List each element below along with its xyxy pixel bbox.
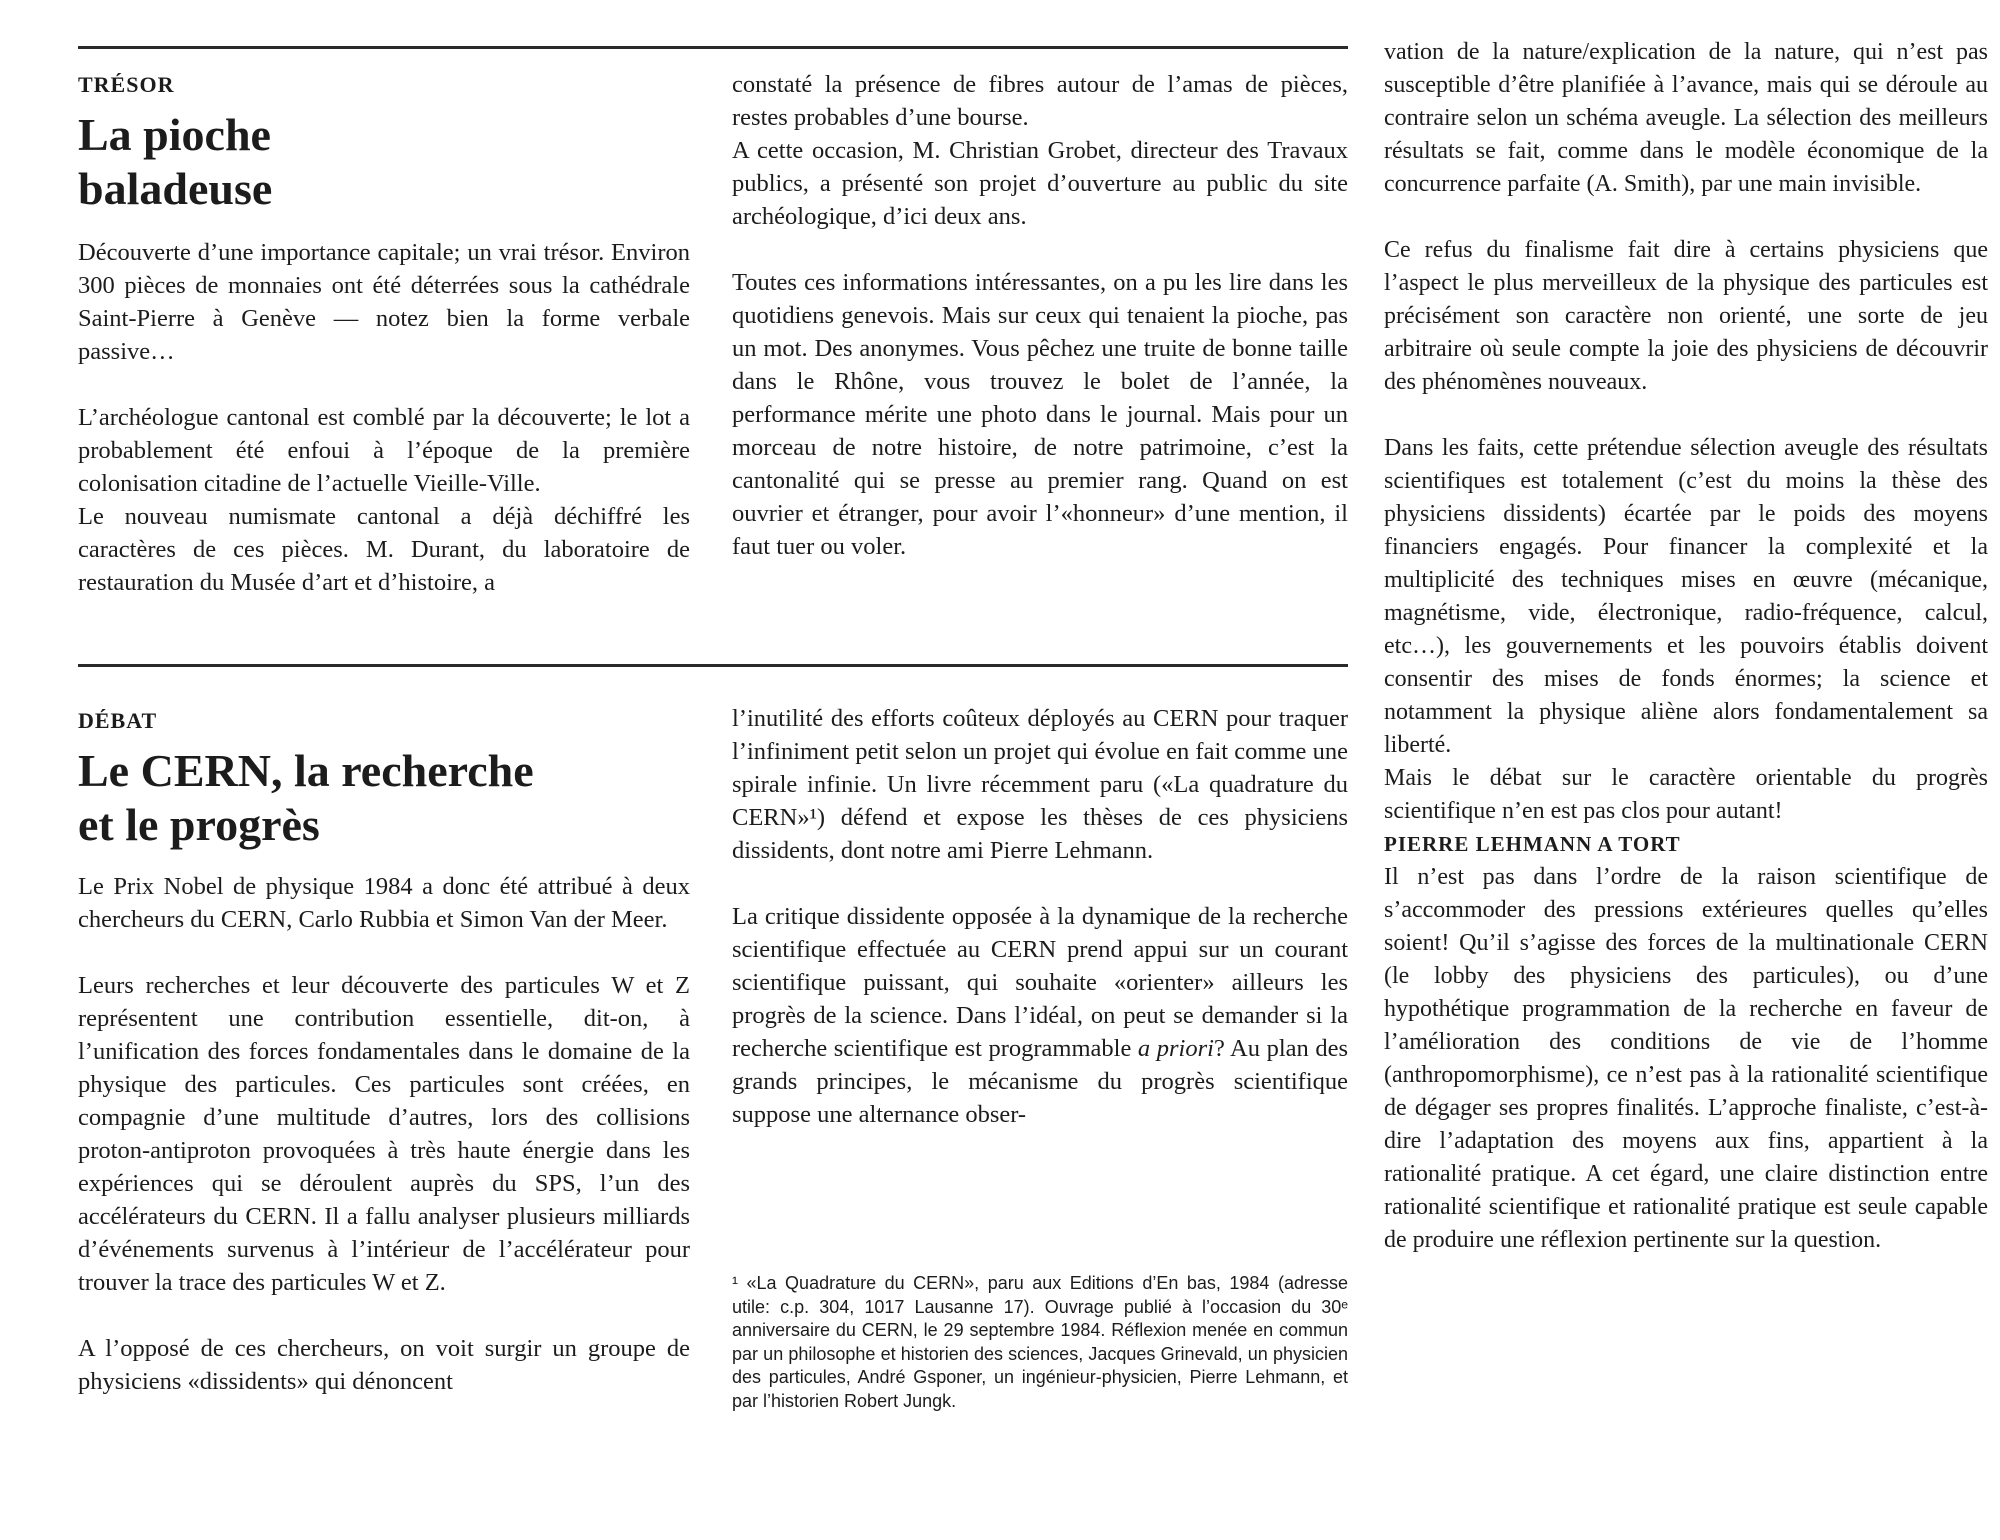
debat-text-run: ? Au plan des grands principes, le mécanisme du progrès scientifique suppose une alternance obser- xyxy=(732,1035,1349,1128)
debat-paragraph: Ce refus du finalisme fait dire à certains physiciens que l’aspect le plus merveilleux de la physique des particules est précisément son caractère non orienté, une sorte de jeu arbitraire où seule compte la joie des physiciens de découvrir des phénomènes nouveaux. xyxy=(1384,237,1988,395)
tresor-paragraph: Découverte d’une importance capitale; un vrai trésor. Environ 300 pièces de monnaies ont été déterrées sous la cathédrale Saint-Pierre à Genève — notez bien la forme verbale passive… xyxy=(78,239,690,365)
tresor-kicker: TRÉSOR xyxy=(78,72,175,97)
tresor-paragraph: A cette occasion, M. Christian Grobet, directeur des Travaux publics, a présenté son projet d’ouverture au public du site archéologique, d’ici deux ans. xyxy=(732,137,1348,230)
debat-title-line2: et le progrès xyxy=(78,799,320,850)
top-rule xyxy=(78,46,1348,49)
debat-text-run: La critique dissidente opposée à la dynamique de la recherche scientifique effectuée au CERN prend appui sur un courant scientifique puissant, qui souhaite «orienter» ailleurs les progrès de la science. Dans l’idéal, on peut se demander si la recherche scientifique est programmable xyxy=(732,903,1348,1062)
debat-paragraph: Dans les faits, cette prétendue sélection aveugle des résultats scientifiques est totalement (c’est du moins la thèse des physiciens dissidents) écartée par le poids des moyens financiers engagés. Pour financer la complexité et la multiplicité des techniques mises en œuvre (mécanique, magnétisme, vide, électronique, radio-fréquence, calcul, etc…), les gouvernements et les pouvoirs établis doivent consentir des mises de fonds énormes; la science et notamment la physique aliène alors fondamentalement sa liberté. xyxy=(1384,435,1988,758)
debat-paragraph: Il n’est pas dans l’ordre de la raison scientifique de s’accommoder des pressions extérieures quelles qu’elles soient! Qu’il s’agisse des forces de la multinationale CERN (le lobby des physiciens des particules), ou d’une hypothétique programmation de la recherche en faveur de l’amélioration des conditions de vie de l’homme (anthropomorphisme), ce n’est pas à la rationalité scientifique de dégager ses propres finalités. L’approche finaliste, c’est-à-dire l’adaptation des moyens aux fins, appartient à la rationalité pratique. A cet égard, une claire distinction entre rationalité scientifique et rationalité pratique est seule capable de produire une réflexion pertinente sur la question. xyxy=(1384,864,1988,1253)
debat-paragraph: Le Prix Nobel de physique 1984 a donc été attribué à deux chercheurs du CERN, Carlo Rubbia et Simon Van der Meer. xyxy=(78,873,690,933)
debat-column-3 xyxy=(1384,36,1988,1257)
debat-header xyxy=(78,708,698,874)
tresor-header xyxy=(78,72,698,238)
tresor-column-1 xyxy=(78,236,690,599)
debat-kicker: DÉBAT xyxy=(78,708,158,733)
debat-italic-term: a priori xyxy=(1137,1035,1214,1062)
footnote: ¹ «La Quadrature du CERN», paru aux Editions d’En bas, 1984 (adresse utile: c.p. 304, 1017 Lausanne 17). Ouvrage publié à l’occasion du 30ᵉ anniversaire du CERN, le 29 septembre 1984. Réflexion menée en commun par un philosophe et historien des sciences, Jacques Grinevald, un physicien des particules, André Gsponer, un ingénieur-physicien, Pierre Lehmann, et par l’historien Robert Jungk. xyxy=(732,1273,1348,1411)
tresor-paragraph: constaté la présence de fibres autour de l’amas de pièces, restes probables d’une bourse. xyxy=(732,71,1348,131)
debat-paragraph xyxy=(732,900,1348,1131)
debat-subhead: PIERRE LEHMANN A TORT xyxy=(1384,832,1681,856)
tresor-title-line2: baladeuse xyxy=(78,163,273,214)
debat-title xyxy=(78,744,698,852)
debat-paragraph: Leurs recherches et leur découverte des particules W et Z représentent une contribution essentielle, dit-on, à l’unification des forces fondamentales dans le domaine de la physique des particules. Ces particules sont créées, en compagnie d’une multitude d’autres, lors des collisions proton-antiproton provoquées à très haute énergie dans les expériences qui se déroulent auprès du SPS, l’un des accélérateurs du CERN. Il a fallu analyser plusieurs milliards d’événements survenus à l’intérieur de l’accélérateur pour trouver la trace des particules W et Z. xyxy=(78,972,690,1296)
debat-column-1 xyxy=(78,870,690,1398)
debat-paragraph: l’inutilité des efforts coûteux déployés au CERN pour traquer l’infiniment petit selon un projet qui évolue en fait comme une spirale infinie. Un livre récemment paru («La quadrature du CERN»¹) défend et expose les thèses de ces physiciens dissidents, dont notre ami Pierre Lehmann. xyxy=(732,705,1348,864)
tresor-paragraph: Toutes ces informations intéressantes, on a pu les lire dans les quotidiens genevois. Mais sur ceux qui tenaient la pioche, pas un mot. Des anonymes. Vous pêchez une truite de bonne taille dans le Rhône, vous trouvez le bolet de l’année, la performance mérite une photo dans le journal. Mais pour un morceau de notre histoire, de notre patrimoine, c’est la cantonalité qui se presse au premier rang. Quand on est ouvrier et étranger, pour avoir l’«honneur» d’une mention, il faut tuer ou voler. xyxy=(732,269,1348,560)
middle-rule xyxy=(78,664,1348,667)
debat-column-2 xyxy=(732,702,1348,1131)
debat-title-line1: Le CERN, la recherche xyxy=(78,745,534,796)
debat-paragraph: A l’opposé de ces chercheurs, on voit surgir un groupe de physiciens «dissidents» qui dénoncent xyxy=(78,1335,690,1395)
tresor-title xyxy=(78,108,698,216)
debat-paragraph: vation de la nature/explication de la nature, qui n’est pas susceptible d’être planifiée à l’avance, mais qui se déroule au contraire selon un schéma aveugle. La sélection des meilleurs résultats se fait, comme dans le modèle économique de la concurrence parfaite (A. Smith), par une main invisible. xyxy=(1384,39,1988,197)
tresor-paragraph: L’archéologue cantonal est comblé par la découverte; le lot a probablement été enfoui à l’époque de la première colonisation citadine de l’actuelle Vieille-Ville. xyxy=(78,404,690,497)
tresor-title-line1: La pioche xyxy=(78,109,271,160)
debat-paragraph: Mais le débat sur le caractère orientable du progrès scientifique n’en est pas clos pour autant! xyxy=(1384,765,1988,824)
tresor-column-2 xyxy=(732,68,1348,563)
tresor-paragraph: Le nouveau numismate cantonal a déjà déchiffré les caractères de ces pièces. M. Durant, du laboratoire de restauration du Musée d’art et d’histoire, a xyxy=(78,503,690,596)
